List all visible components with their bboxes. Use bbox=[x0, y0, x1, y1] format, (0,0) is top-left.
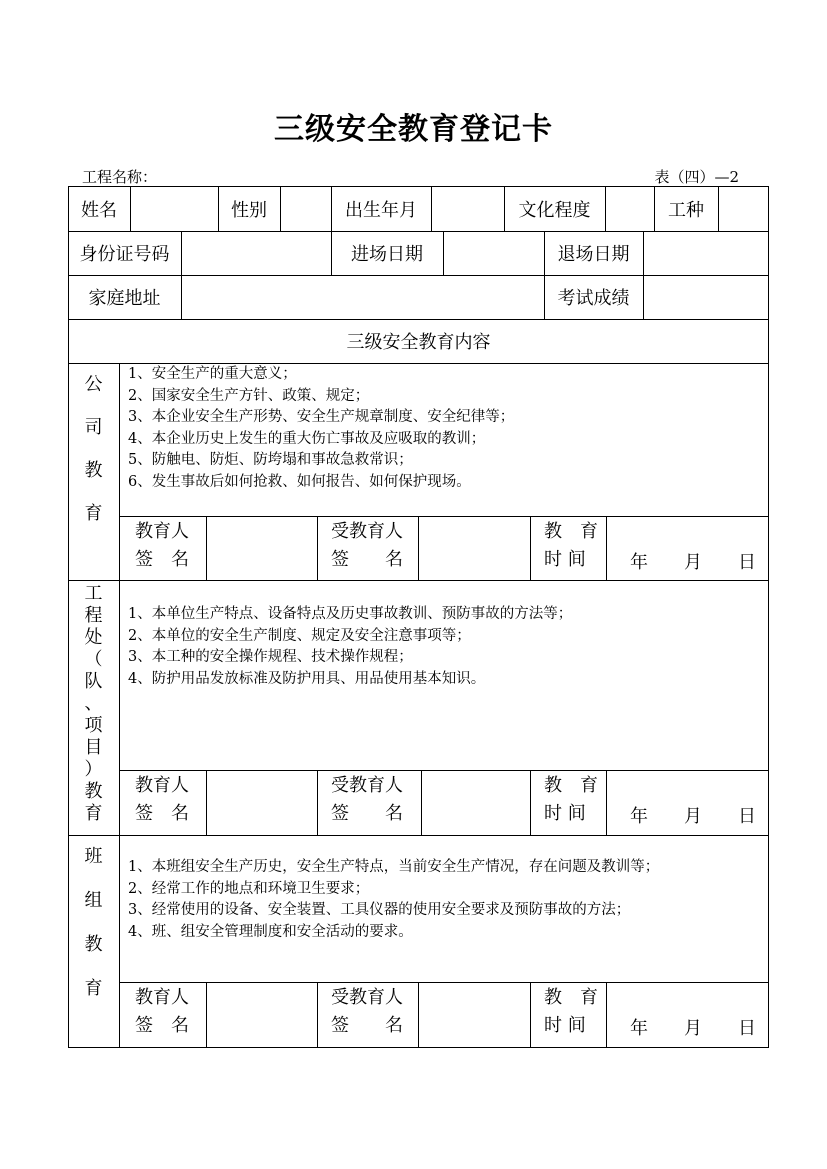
name-field[interactable] bbox=[130, 186, 218, 231]
education-time-label bbox=[544, 984, 598, 1040]
row-divider bbox=[68, 580, 769, 581]
label-char: 公 bbox=[84, 374, 103, 395]
list-item: 2、经常工作的地点和环境卫生要求； bbox=[128, 880, 370, 897]
educator-signature-field[interactable] bbox=[206, 982, 317, 1048]
exam-score-field[interactable] bbox=[643, 275, 769, 319]
education-label: 文化程度 bbox=[518, 199, 591, 221]
sig-line: 教育人 bbox=[135, 775, 189, 796]
sig-line: 签 名 bbox=[135, 803, 189, 824]
col-divider bbox=[317, 516, 318, 580]
sig-line: 受教育人 bbox=[331, 775, 403, 796]
educatee-signature-field[interactable] bbox=[421, 770, 530, 835]
entry-date-label: 进场日期 bbox=[351, 244, 423, 265]
company-education-content bbox=[128, 364, 514, 493]
col-divider bbox=[530, 770, 531, 835]
sig-line: 教育人 bbox=[135, 521, 189, 542]
label-char: 目 bbox=[84, 737, 103, 758]
id-number-field[interactable] bbox=[181, 231, 331, 275]
project-education-content bbox=[128, 604, 572, 690]
label-char: 班 bbox=[84, 846, 103, 867]
list-item: 1、本单位生产特点、设备特点及历史事故教训、预防事故的方法等； bbox=[128, 606, 573, 622]
gender-label: 性别 bbox=[231, 199, 267, 221]
list-item: 6、发生事故后如何抢救、如何报告、如何保护现场。 bbox=[128, 473, 471, 490]
project-name-label: 工程名称： bbox=[82, 168, 158, 186]
col-divider bbox=[530, 516, 531, 580]
row-divider bbox=[68, 835, 769, 836]
form-title: 三级安全教育登记卡 bbox=[274, 112, 553, 147]
entry-date-field[interactable] bbox=[443, 231, 544, 275]
form-number: 表（四）—2 bbox=[654, 168, 739, 186]
sig-line: 教 育 bbox=[544, 521, 598, 542]
label-char: 司 bbox=[84, 417, 103, 438]
sig-line: 时 间 bbox=[544, 1015, 586, 1036]
sig-line: 签 名 bbox=[331, 803, 403, 824]
list-item: 5、防触电、防炬、防垮塌和事故急救常识； bbox=[128, 452, 413, 468]
label-char: 、 bbox=[84, 693, 103, 714]
label-char: 工 bbox=[84, 583, 103, 604]
section-header: 三级安全教育内容 bbox=[346, 332, 491, 353]
sig-line: 时 间 bbox=[544, 803, 586, 824]
birth-field[interactable] bbox=[431, 186, 504, 231]
col-divider bbox=[317, 770, 318, 835]
trade-label: 工种 bbox=[668, 199, 704, 221]
col-divider bbox=[317, 982, 318, 1048]
list-item: 3、本企业安全生产形势、安全生产规章制度、安全纪律等； bbox=[128, 409, 515, 425]
label-char: 教 bbox=[84, 934, 103, 955]
sig-line: 签 名 bbox=[135, 1015, 189, 1036]
sig-line: 教 育 bbox=[544, 987, 598, 1008]
label-char: 育 bbox=[84, 803, 103, 824]
sig-line: 受教育人 bbox=[331, 521, 403, 542]
col-divider bbox=[119, 363, 120, 1048]
educatee-signature-field[interactable] bbox=[418, 982, 530, 1048]
educatee-signature-label bbox=[331, 772, 403, 828]
educatee-signature-field[interactable] bbox=[418, 516, 530, 580]
label-char: ） bbox=[84, 759, 103, 780]
trade-field[interactable] bbox=[718, 186, 769, 231]
educator-signature-field[interactable] bbox=[206, 516, 317, 580]
sig-line: 教育人 bbox=[135, 987, 189, 1008]
company-education-label bbox=[68, 374, 119, 546]
list-item: 4、防护用品发放标准及防护用具、用品使用基本知识。 bbox=[128, 670, 486, 687]
address-field[interactable] bbox=[181, 275, 544, 319]
educatee-signature-label bbox=[331, 984, 403, 1040]
gender-field[interactable] bbox=[280, 186, 331, 231]
sig-line: 受教育人 bbox=[331, 987, 403, 1008]
label-char: 程 bbox=[84, 605, 103, 626]
educator-signature-label bbox=[135, 772, 189, 828]
label-char: 队 bbox=[84, 671, 103, 692]
education-date-field[interactable]: 年 月 日 bbox=[630, 1018, 756, 1039]
birth-label: 出生年月 bbox=[345, 199, 417, 221]
educator-signature-label bbox=[135, 518, 189, 574]
education-field[interactable] bbox=[605, 186, 654, 231]
list-item: 4、本企业历史上发生的重大伤亡事故及应吸取的教训； bbox=[128, 430, 486, 447]
exit-date-field[interactable] bbox=[643, 231, 769, 275]
list-item: 2、本单位的安全生产制度、规定及安全注意事项等； bbox=[128, 627, 471, 644]
sig-line: 签 名 bbox=[331, 549, 403, 570]
educator-signature-label bbox=[135, 984, 189, 1040]
name-label: 姓名 bbox=[81, 199, 117, 221]
label-char: 项 bbox=[84, 715, 103, 736]
exam-score-label: 考试成绩 bbox=[557, 288, 630, 309]
label-char: （ bbox=[84, 649, 103, 670]
list-item: 2、国家安全生产方针、政策、规定； bbox=[128, 387, 370, 404]
col-divider bbox=[606, 516, 607, 580]
project-education-label bbox=[68, 583, 119, 825]
list-item: 1、本班组安全生产历史，安全生产特点，当前安全生产情况，存在问题及教训等； bbox=[128, 859, 660, 875]
exit-date-label: 退场日期 bbox=[557, 244, 630, 265]
col-divider bbox=[530, 982, 531, 1048]
col-divider bbox=[606, 770, 607, 835]
sig-line: 时 间 bbox=[544, 549, 586, 570]
educator-signature-field[interactable] bbox=[206, 770, 317, 835]
list-item: 3、本工种的安全操作规程、技术操作规程； bbox=[128, 649, 413, 665]
sig-line: 教 育 bbox=[544, 775, 598, 796]
list-item: 4、班、组安全管理制度和安全活动的要求。 bbox=[128, 923, 413, 940]
sig-line: 签 名 bbox=[135, 549, 189, 570]
education-date-field[interactable]: 年 月 日 bbox=[630, 806, 756, 827]
sig-line: 签 名 bbox=[331, 1015, 403, 1036]
education-time-label bbox=[544, 518, 598, 574]
team-education-content bbox=[128, 857, 659, 943]
label-char: 组 bbox=[84, 890, 103, 911]
address-label: 家庭地址 bbox=[88, 288, 161, 309]
col-divider bbox=[606, 982, 607, 1048]
label-char: 教 bbox=[84, 781, 103, 802]
id-number-label: 身份证号码 bbox=[79, 244, 170, 265]
educatee-signature-label bbox=[331, 518, 403, 574]
label-char: 育 bbox=[84, 978, 103, 999]
list-item: 1、安全生产的重大意义； bbox=[128, 366, 297, 382]
team-education-label bbox=[68, 846, 119, 1022]
list-item: 3、经常使用的设备、安全装置、工具仪器的使用安全要求及预防事故的方法； bbox=[128, 902, 631, 918]
label-char: 教 bbox=[84, 460, 103, 481]
label-char: 处 bbox=[84, 627, 103, 648]
education-time-label bbox=[544, 772, 598, 828]
education-date-field[interactable]: 年 月 日 bbox=[630, 552, 756, 573]
label-char: 育 bbox=[84, 503, 103, 524]
